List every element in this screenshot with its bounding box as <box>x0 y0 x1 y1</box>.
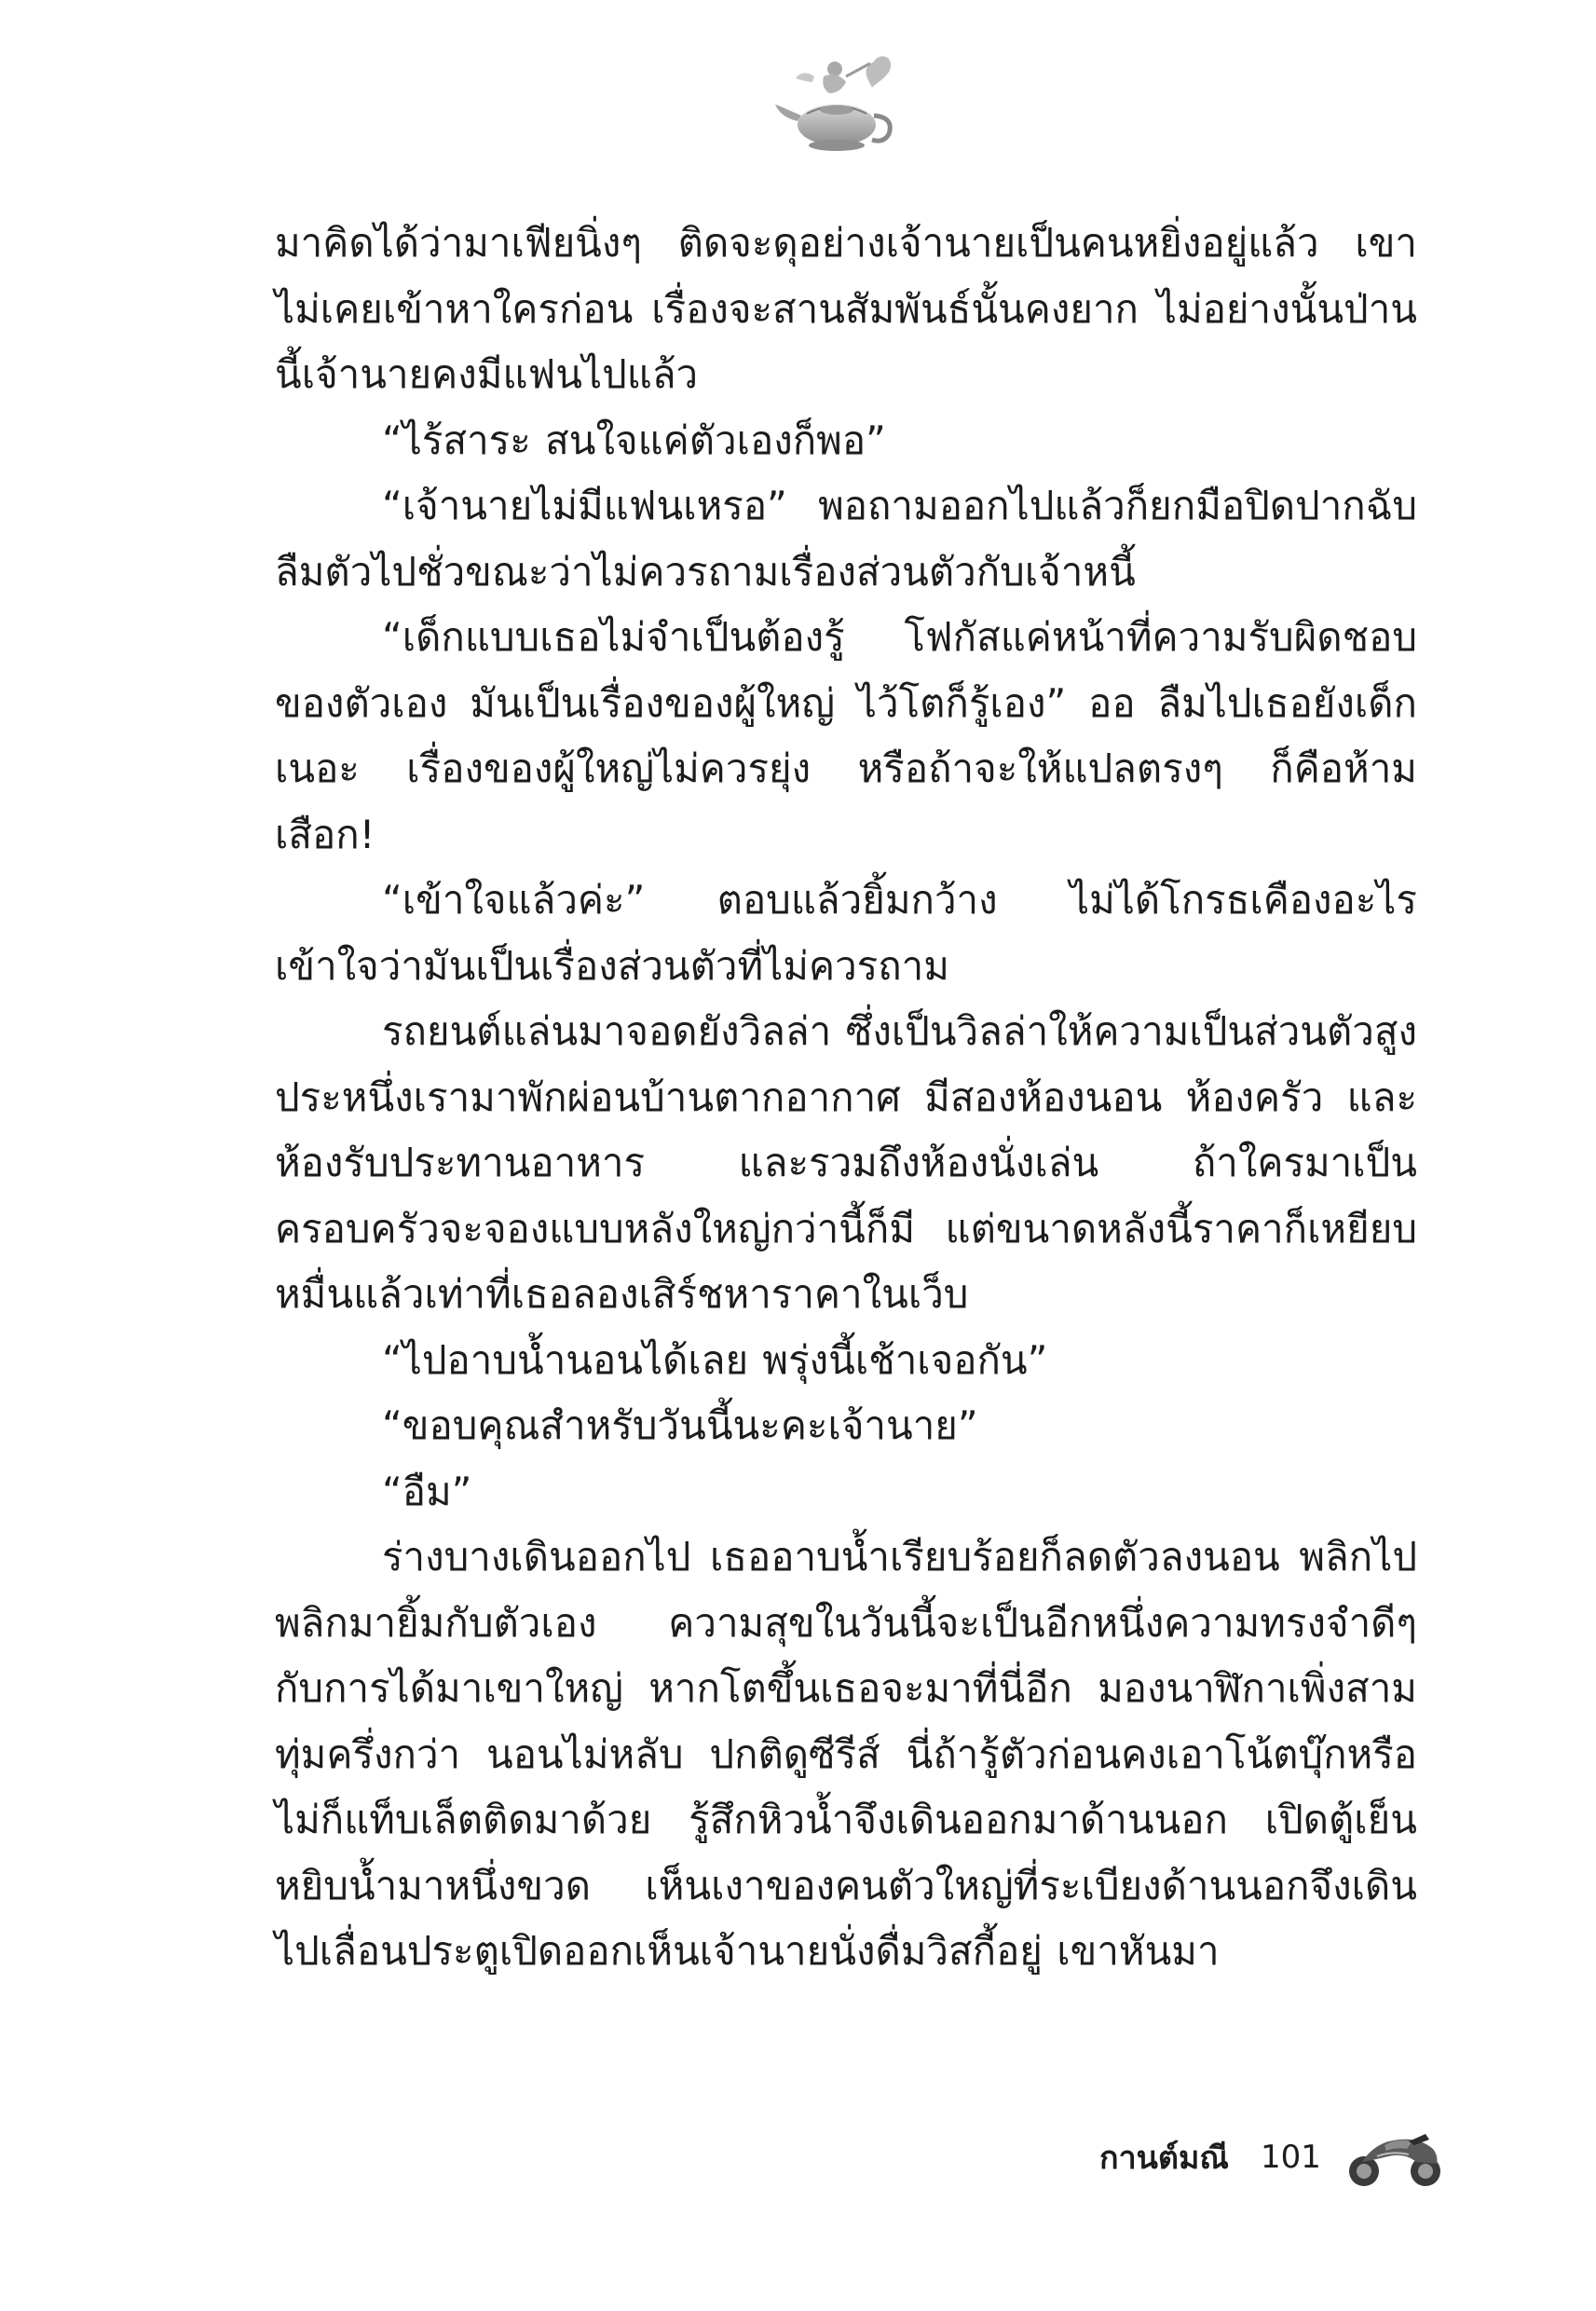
teapot-cupid-ornament-icon <box>770 48 909 160</box>
page-body-text <box>275 211 1417 1985</box>
footer-author-name: กานต์มณี <box>1099 2140 1229 2177</box>
paragraph: “ไร้สาระ สนใจแค่ตัวเองก็พอ” <box>382 417 886 463</box>
motorcycle-icon <box>1344 2125 1446 2190</box>
paragraph: “เจ้านายไม่มีแฟนเหรอ” พอถามออกไปแล้วก็ยกมือปิดปากฉับ ลืมตัวไปชั่วขณะว่าไม่ควรถามเรื่องส่วนตัวกับเจ้าหนี้ <box>275 483 1417 595</box>
paragraph: “อืม” <box>382 1468 472 1514</box>
paragraph: รถยนต์แล่นมาจอดยังวิลล่า ซึ่งเป็นวิลล่าให้ความเป็นส่วนตัวสูงประหนึ่งเรามาพักผ่อนบ้านตากอากาศ มีสองห้องนอน ห้องครัว และห้องรับประทานอาหาร และรวมถึงห้องนั่งเล่น ถ้าใครมาเป็นครอบครัวจะจองแบบหลังใหญ่กว่านี้ก็มี แต่ขนาดหลังนี้ราคาก็เหยียบหมื่นแล้วเท่าที่เธอลองเสิร์ชหาราคาในเว็บ <box>275 1008 1417 1317</box>
paragraph: มาคิดได้ว่ามาเฟียนิ่งๆ ติดจะดุอย่างเจ้านายเป็นคนหยิ่งอยู่แล้ว เขาไม่เคยเข้าหาใครก่อน เรื่องจะสานสัมพันธ์นั้นคงยาก ไม่อย่างนั้นป่านนี้เจ้านายคงมีแฟนไปแล้ว <box>275 220 1417 397</box>
paragraph: “เด็กแบบเธอไม่จำเป็นต้องรู้ โฟกัสแค่หน้าที่ความรับผิดชอบของตัวเอง มันเป็นเรื่องของผู้ใหญ่ ไว้โตก็รู้เอง” ออ ลืมไปเธอยังเด็กเนอะ เรื่องของผู้ใหญ่ไม่ควรยุ่ง หรือถ้าจะให้แปลตรงๆ ก็คือห้ามเสือก! <box>275 614 1417 857</box>
paragraph: “เข้าใจแล้วค่ะ” ตอบแล้วยิ้มกว้าง ไม่ได้โกรธเคืองอะไร เข้าใจว่ามันเป็นเรื่องส่วนตัวที่ไม่ควรถาม <box>275 877 1417 989</box>
paragraph: “ขอบคุณสำหรับวันนี้นะคะเจ้านาย” <box>382 1402 978 1448</box>
paragraph: ร่างบางเดินออกไป เธออาบน้ำเรียบร้อยก็ลดตัวลงนอน พลิกไปพลิกมายิ้มกับตัวเอง ความสุขในวันนี้จะเป็นอีกหนึ่งความทรงจำดีๆ กับการได้มาเขาใหญ่ หากโตขึ้นเธอจะมาที่นี่อีก มองนาฬิกาเพิ่งสามทุ่มครึ่งกว่า นอนไม่หลับ ปกติดูซีรีส์ นี่ถ้ารู้ตัวก่อนคงเอาโน้ตบุ๊กหรือไม่ก็แท็บเล็ตติดมาด้วย รู้สึกหิวน้ำจึงเดินออกมาด้านนอก เปิดตู้เย็นหยิบน้ำมาหนึ่งขวด เห็นเงาของคนตัวใหญ่ที่ระเบียงด้านนอกจึงเดินไปเลื่อนประตูเปิดออกเห็นเจ้านายนั่งดื่มวิสกี้อยู่ เขาหันมา <box>275 1534 1417 1974</box>
page-footer <box>1099 2129 1446 2185</box>
page-number: 101 <box>1260 2139 1321 2176</box>
paragraph: “ไปอาบน้ำนอนได้เลย พรุ่งนี้เช้าเจอกัน” <box>382 1336 1048 1383</box>
